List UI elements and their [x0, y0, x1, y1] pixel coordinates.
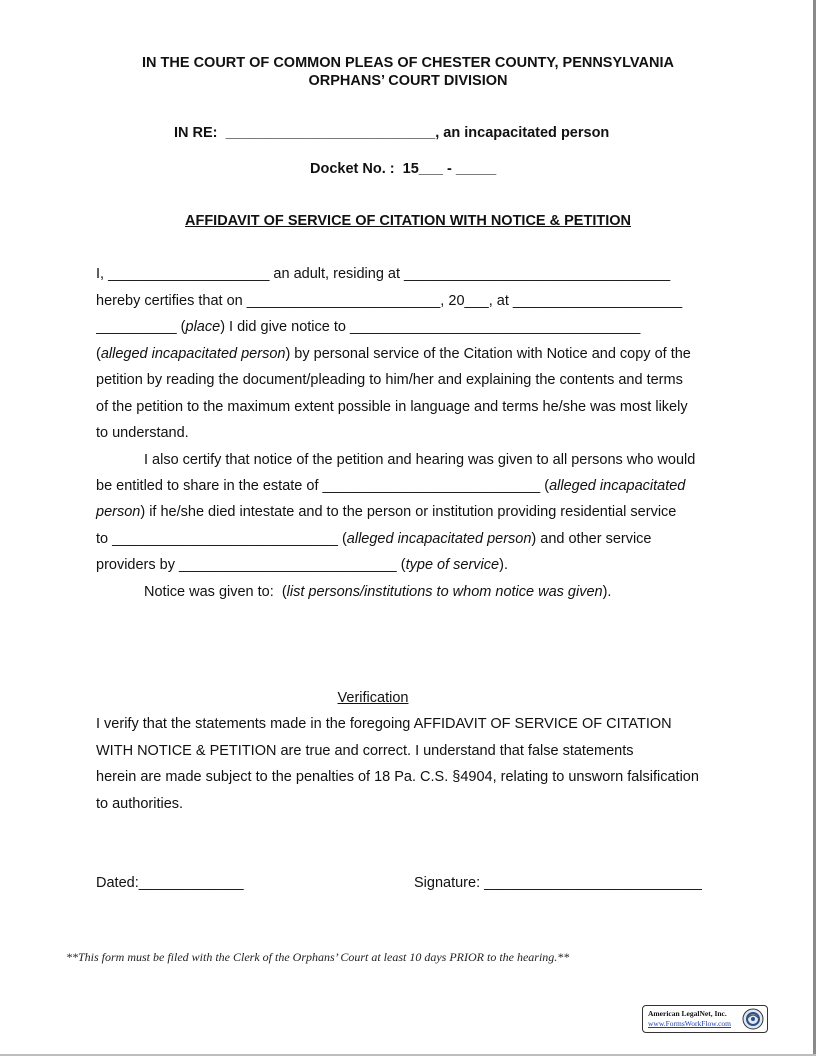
verification-line-1: I verify that the statements made in the foregoing AFFIDAVIT OF SERVICE OF CITATION — [96, 716, 672, 732]
place-blank[interactable]: __________ — [96, 319, 177, 335]
service-date-blank[interactable]: ________________________, — [246, 293, 445, 309]
para2-line-5: providers by ___________________________ (type of service). — [96, 557, 508, 573]
docket-prefix: 15 — [402, 161, 419, 177]
badge-url[interactable]: www.FormsWorkFlow.com — [648, 1019, 732, 1028]
in-re-suffix: , an incapacitated person — [435, 125, 610, 141]
badge-company: American LegalNet, Inc. — [648, 1009, 727, 1018]
signature-blank[interactable]: ___________________________ — [484, 875, 702, 891]
court-heading-line-2: ORPHANS’ COURT DIVISION — [308, 73, 508, 89]
filing-footnote: **This form must be filed with the Clerk of the Orphans’ Court at least 10 days PRIOR to the hearing.** — [66, 950, 570, 964]
affidavit-title: AFFIDAVIT OF SERVICE OF CITATION WITH NOTICE & PETITION — [184, 213, 631, 229]
para2-line-2: be entitled to share in the estate of ___________________________ (alleged incapacitated — [96, 478, 686, 494]
in-re-blank[interactable]: __________________________ — [225, 125, 436, 141]
residence-blank[interactable]: _________________________________ — [404, 266, 671, 282]
verification-heading: Verification — [337, 690, 409, 706]
dated-blank[interactable]: _____________ — [138, 875, 244, 891]
service-time-blank[interactable]: _____________________ — [512, 293, 683, 309]
docket-blank-1[interactable]: ___ — [418, 161, 443, 177]
docket-blank-2[interactable]: _____ — [455, 161, 497, 177]
docket-label: Docket No. : — [310, 161, 395, 177]
notice-given-line: Notice was given to: (list persons/institutions to whom notice was given). — [144, 584, 612, 600]
globe-logo-icon — [742, 1008, 764, 1030]
service-year-blank[interactable]: 20___, — [448, 293, 493, 309]
verification-line-4: to authorities. — [96, 796, 184, 812]
signature-field: Signature: ___________________________ — [414, 875, 702, 891]
docket-line — [310, 161, 496, 177]
service-type-blank[interactable]: ___________________________ — [179, 557, 397, 573]
body-line-1: I, ____________________ an adult, residing at _________________________________ — [96, 266, 671, 282]
body-line-5: petition by reading the document/pleading to him/her and explaining the contents and terms — [96, 372, 683, 388]
dated-field: Dated:_____________ — [96, 875, 244, 891]
body-line-4: (alleged incapacitated person) by personal service of the Citation with Notice and copy of the — [96, 346, 691, 362]
recipient-blank[interactable]: ____________________________________ — [350, 319, 641, 335]
para2-line-4: to ____________________________ (alleged incapacitated person) and other service — [96, 531, 652, 547]
para2-line-1: I also certify that notice of the petition and hearing was given to all persons who would — [144, 452, 696, 468]
residential-service-blank[interactable]: ____________________________ — [112, 531, 338, 547]
in-re-label: IN RE: — [174, 125, 218, 141]
body-line-7: to understand. — [96, 425, 189, 441]
legalnet-badge[interactable] — [642, 1005, 768, 1033]
server-name-blank[interactable]: ____________________ — [108, 266, 270, 282]
body-line-6: of the petition to the maximum extent possible in language and terms he/she was most likely — [96, 399, 688, 415]
body-line-2: hereby certifies that on ________________________, 20___, at _____________________ — [96, 293, 683, 309]
verification-line-2: WITH NOTICE & PETITION are true and correct. I understand that false statements — [96, 743, 634, 759]
docket-separator: - — [443, 161, 456, 177]
estate-blank[interactable]: ___________________________ — [322, 478, 541, 494]
court-heading-line-1: IN THE COURT OF COMMON PLEAS OF CHESTER COUNTY, PENNSYLVANIA — [142, 55, 674, 71]
verification-line-3: herein are made subject to the penalties of 18 Pa. C.S. §4904, relating to unsworn falsification — [96, 769, 699, 785]
body-line-3: __________ (place) I did give notice to ____________________________________ — [96, 319, 641, 335]
para2-line-3: person) if he/she died intestate and to the person or institution providing residential service — [96, 504, 677, 520]
in-re-line — [174, 125, 609, 141]
